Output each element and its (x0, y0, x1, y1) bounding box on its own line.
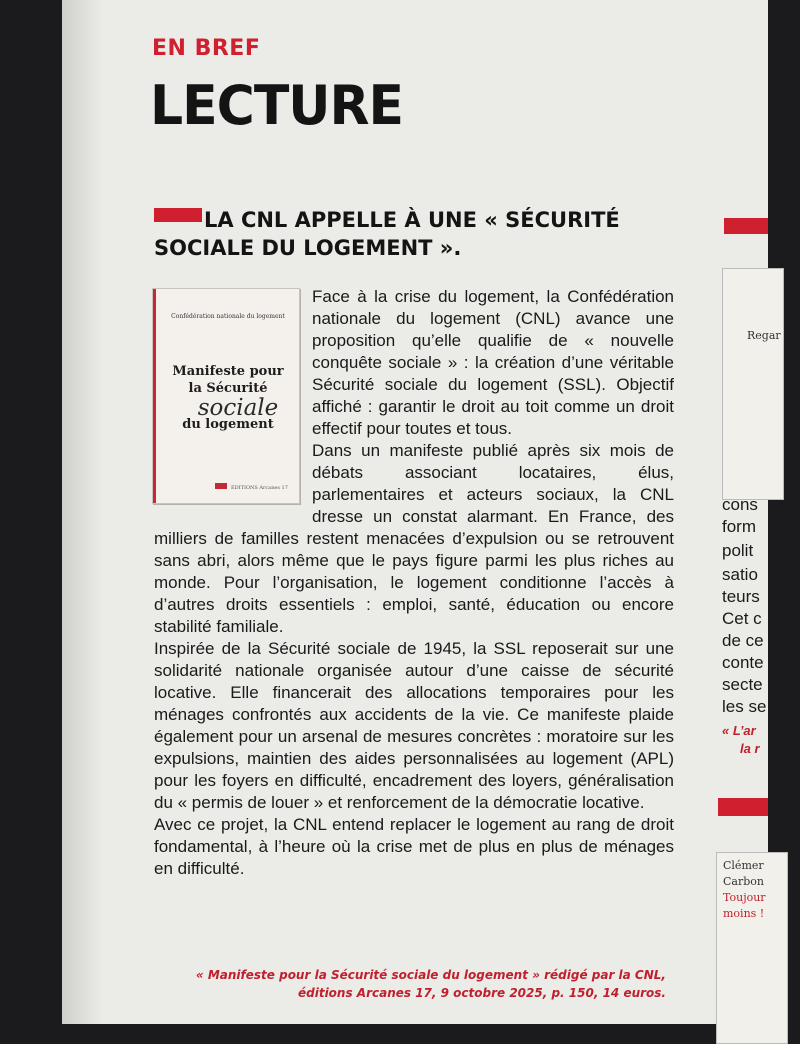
right-column-line: teurs (722, 587, 760, 606)
right-column-line: de ce (722, 631, 764, 650)
book-title-line-3: du logement (182, 417, 274, 432)
right-thumb-text: Regar (747, 329, 781, 342)
article-headline (154, 206, 694, 262)
article-body (154, 286, 674, 880)
book-title-line-1: Manifeste pour (172, 364, 284, 379)
right-column-line: Cet c (722, 609, 762, 628)
article-paragraph-3: Inspirée de la Sécurité sociale de 1945, la SSL reposerait sur une solidarité nationale organisée autour d’une caisse de sécurité locative. Elle financerait des allocations temporaires pour les ménages confrontés aux accidents de la vie. Ce manifeste plaide également pour un arsenal de mesures concrètes : moratoire sur les expulsions, maintien des aides personnalisées au logement (APL) pour les foyers en difficulté, encadrement des loyers, généralisation du « permis de louer » et renforcement de la démocratie locative. (154, 639, 674, 812)
right-column-line: form (722, 517, 756, 536)
section-rubric: LECTURE (150, 74, 404, 138)
page-gutter-shadow (62, 0, 102, 1024)
right-column-line: polit (722, 541, 754, 560)
right-column-line: satio (722, 565, 758, 584)
right-thumb-line: Carbon (723, 875, 764, 888)
book-cover-spacer (154, 286, 312, 508)
headline-line-2: SOCIALE DU LOGEMENT ». (154, 236, 462, 260)
right-thumb-line: Toujour (723, 891, 766, 904)
book-credit (150, 966, 666, 1002)
article-paragraph-2: Dans un manifeste publié après six mois de débats associant locataires, élus, parlementaires et acteurs sociaux, la CNL dresse un constat alarmant. En France, des milliers de familles restent menacées d’expulsion ou se retrouvent sans abri, alors même que le pays figure parmi les plus riches au monde. Pour l’organisation, le logement conditionne l’accès à d’autres droits essentiels : emploi, santé, éducation ou encore stabilité familiale. (154, 441, 674, 636)
section-kicker: EN BREF (152, 36, 261, 61)
right-column-red-bar-bottom (718, 798, 768, 816)
credit-line-1: « Manifeste pour la Sécurité sociale du logement » rédigé par la CNL, (195, 968, 666, 982)
right-thumb-line: Clémer (723, 859, 764, 872)
right-column-credit: la r (740, 741, 760, 756)
right-column-line: les se (722, 697, 767, 716)
book-title-line-2: la Sécurité (188, 381, 268, 396)
right-column-line: secte (722, 675, 763, 694)
book-publisher: ÉDITIONS Arcanes 17 (231, 485, 288, 491)
right-column-line: cons (722, 495, 758, 514)
right-column-image-bottom (716, 852, 788, 1044)
article-paragraph-1: Face à la crise du logement, la Confédération nationale du logement (CNL) avance une proposition qu’elle qualifie de « nouvelle conquête sociale » : la création d’une véritable Sécurité sociale du logement (SSL). Objectif affiché : garantir le droit au toit comme un droit effectif pour toutes et tous. (312, 287, 674, 438)
right-thumb-line: moins ! (723, 907, 765, 920)
book-organization: Confédération nationale du logement (171, 313, 285, 320)
article-paragraph-4: Avec ce projet, la CNL entend replacer le logement au rang de droit fondamental, à l’heure où la crise met de plus en plus de ménages en difficulté. (154, 815, 674, 878)
book-title-script: sociale (197, 395, 279, 421)
right-column-credit: « L’ar (722, 723, 756, 738)
right-column-line: conte (722, 653, 764, 672)
credit-line-2: éditions Arcanes 17, 9 octobre 2025, p. 150, 14 euros. (297, 986, 666, 1000)
headline-line-1: LA CNL APPELLE À UNE « SÉCURITÉ (204, 208, 620, 232)
